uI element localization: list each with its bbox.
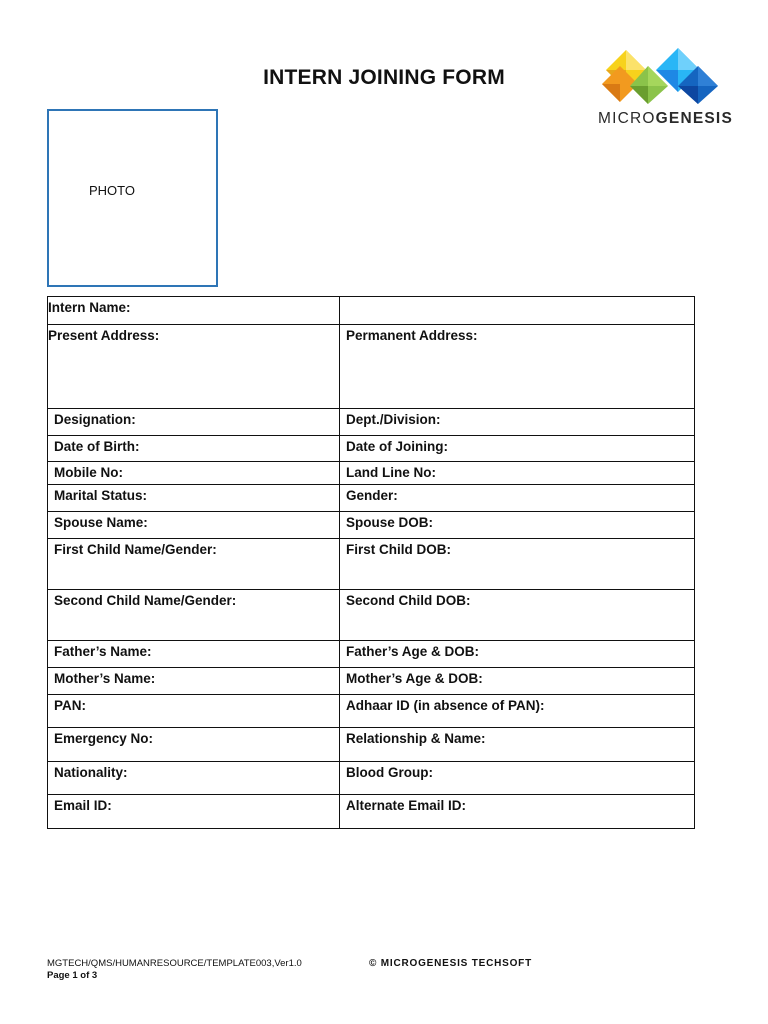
field-label-blood-group[interactable]: Blood Group:: [340, 762, 695, 795]
table-row: [48, 325, 695, 409]
logo-text-bold: GENESIS: [655, 110, 733, 127]
photo-label: PHOTO: [89, 183, 135, 198]
field-label-second-child-dob[interactable]: Second Child DOB:: [340, 590, 695, 641]
field-label-present-address[interactable]: Present Address:: [48, 325, 340, 409]
logo-mark-icon: [598, 46, 722, 108]
field-label-intern-name[interactable]: Intern Name:: [48, 297, 340, 325]
field-label-date-of-joining[interactable]: Date of Joining:: [340, 436, 695, 462]
footer-page-number: Page 1 of 3: [47, 970, 98, 981]
joining-form-table: [47, 296, 695, 829]
table-row: [48, 668, 695, 695]
logo-wordmark: [598, 110, 733, 128]
logo-text-light: MICRO: [598, 110, 656, 127]
field-label-second-child-name[interactable]: Second Child Name/Gender:: [48, 590, 340, 641]
table-row: [48, 728, 695, 762]
field-label-emergency-no[interactable]: Emergency No:: [48, 728, 340, 762]
photo-box[interactable]: [47, 109, 218, 287]
field-label-email-id[interactable]: Email ID:: [48, 795, 340, 829]
field-label-first-child-dob[interactable]: First Child DOB:: [340, 539, 695, 590]
field-label-permanent-address[interactable]: Permanent Address:: [340, 325, 695, 409]
field-label-pan[interactable]: PAN:: [48, 695, 340, 728]
field-label-gender[interactable]: Gender:: [340, 485, 695, 512]
field-label-fathers-age-dob[interactable]: Father’s Age & DOB:: [340, 641, 695, 668]
table-row: [48, 297, 695, 325]
field-label-dept-division[interactable]: Dept./Division:: [340, 409, 695, 436]
field-label-marital-status[interactable]: Marital Status:: [48, 485, 340, 512]
table-row: [48, 539, 695, 590]
table-row: [48, 409, 695, 436]
table-row: [48, 512, 695, 539]
field-label-mobile-no[interactable]: Mobile No:: [48, 462, 340, 485]
field-label-mothers-age-dob[interactable]: Mother’s Age & DOB:: [340, 668, 695, 695]
field-label-spouse-name[interactable]: Spouse Name:: [48, 512, 340, 539]
field-value-intern-name[interactable]: [340, 297, 695, 325]
field-label-alternate-email-id[interactable]: Alternate Email ID:: [340, 795, 695, 829]
field-label-adhaar-id[interactable]: Adhaar ID (in absence of PAN):: [340, 695, 695, 728]
table-row: [48, 436, 695, 462]
table-row: [48, 590, 695, 641]
field-label-first-child-name[interactable]: First Child Name/Gender:: [48, 539, 340, 590]
field-label-date-of-birth[interactable]: Date of Birth:: [48, 436, 340, 462]
field-label-mothers-name[interactable]: Mother’s Name:: [48, 668, 340, 695]
footer-copyright: © MICROGENESIS TECHSOFT: [369, 958, 532, 969]
field-label-land-line-no[interactable]: Land Line No:: [340, 462, 695, 485]
field-label-fathers-name[interactable]: Father’s Name:: [48, 641, 340, 668]
table-row: [48, 485, 695, 512]
field-label-designation[interactable]: Designation:: [48, 409, 340, 436]
form-title: INTERN JOINING FORM: [263, 66, 505, 89]
table-row: [48, 795, 695, 829]
field-label-nationality[interactable]: Nationality:: [48, 762, 340, 795]
field-label-spouse-dob[interactable]: Spouse DOB:: [340, 512, 695, 539]
table-row: [48, 695, 695, 728]
microgenesis-logo: [598, 46, 733, 130]
table-row: [48, 462, 695, 485]
table-row: [48, 641, 695, 668]
table-row: [48, 762, 695, 795]
footer-doc-info: [47, 958, 302, 982]
footer-doc-ref: MGTECH/QMS/HUMANRESOURCE/TEMPLATE003,Ver1.0: [47, 958, 302, 969]
field-label-relationship-name[interactable]: Relationship & Name:: [340, 728, 695, 762]
